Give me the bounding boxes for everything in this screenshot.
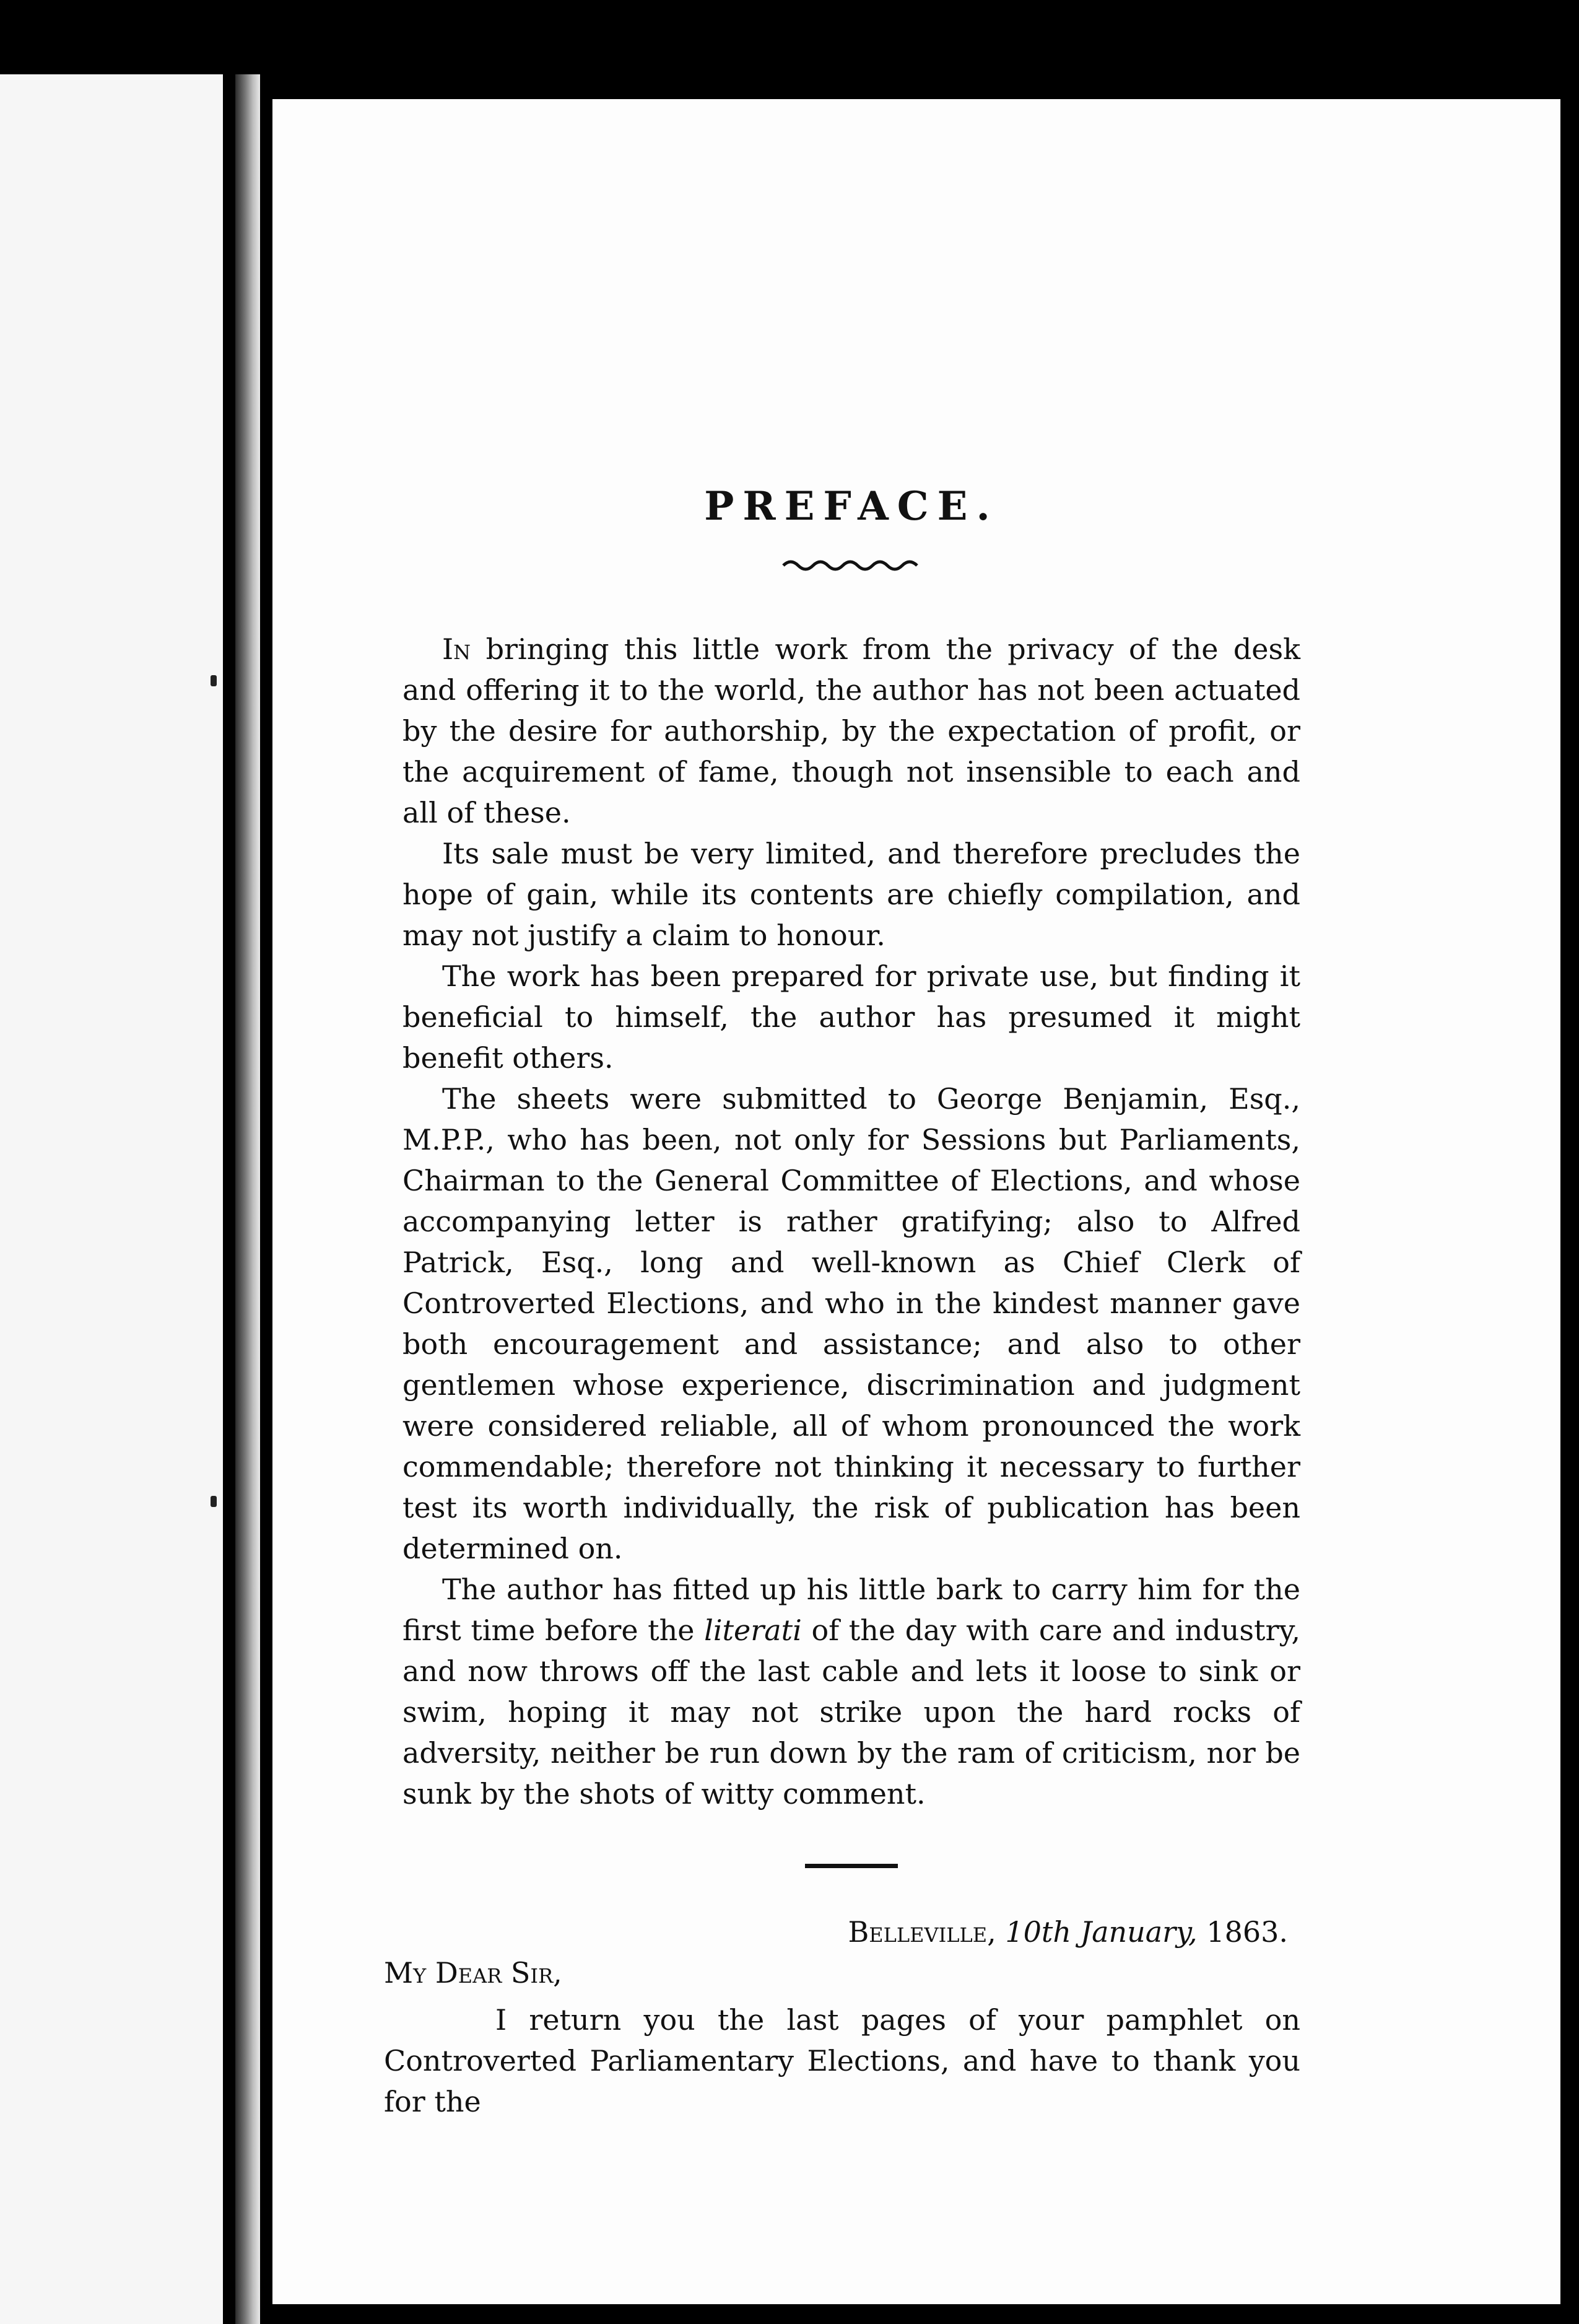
page-title: PREFACE.	[704, 483, 999, 530]
italic-literati: literati	[704, 1614, 802, 1647]
letter-date-month: January,	[1080, 1915, 1198, 1949]
preface-paragraph-1	[402, 629, 1300, 833]
page-content	[384, 483, 1301, 2122]
section-divider-rule	[805, 1864, 898, 1868]
letter-place-date	[402, 1911, 1300, 1952]
lead-small-caps: In	[442, 632, 471, 666]
margin-speck	[211, 1496, 217, 1507]
paragraph-text: bringing this little work from the privacy of the desk and offering it to the world, the author has not been actuated by the desire for authorship, by the expectation of profit, or the acquirement of fame, though not insensible to each and all of these.	[402, 632, 1301, 829]
book-gutter-shadow	[235, 74, 260, 2324]
preface-paragraph-4: The sheets were submitted to George Benjamin, Esq., M.P.P., who has been, not only for Sessions but Parliaments, Chairman to the General Committee of Elections, and whose accompanying letter is rather gratifying; also to Alfred Patrick, Esq., long and well-known as Chief Clerk of Controverted Elections, and who in the kindest manner gave both encouragement and assistance; and also to other gentlemen whose experience, discrimination and judgment were considered reliable, all of whom pronounced the work commendable; therefore not thinking it necessary to further test its worth individually, the risk of publication has been determined on.	[402, 1082, 1300, 1565]
letter-body: I return you the last pages of your pamphlet on Controverted Parliamentary Elections, and have to thank you for the	[384, 2003, 1300, 2118]
wavy-ornament	[780, 554, 923, 573]
letter-date-day: 10th	[1005, 1915, 1072, 1949]
letter-salutation: My Dear Sir,	[384, 1956, 562, 1990]
paragraph-text-before: The author has fitted up his little bark to carry him for the first time before the	[402, 1573, 1300, 1647]
left-page-edge	[0, 74, 223, 2324]
preface-paragraph-2: Its sale must be very limited, and therefore precludes the hope of gain, while its contents are chiefly compilation, and may not justify a claim to honour.	[402, 837, 1300, 952]
margin-speck	[211, 675, 217, 686]
paragraph-text-after: of the day with care and industry, and now throws off the last cable and lets it loose to sink or swim, hoping it may not strike upon the hard rocks of adversity, neither be run down by the ram of criticism, nor be sunk by the shots of witty comment.	[402, 1614, 1300, 1811]
letter-date-year: 1863.	[1206, 1915, 1288, 1949]
preface-paragraph-3: The work has been prepared for private use, but finding it beneficial to himself, the author has presumed it might benefit others.	[402, 959, 1300, 1075]
letter-place: Belleville,	[848, 1915, 996, 1949]
preface-paragraph-5	[402, 1569, 1300, 1814]
